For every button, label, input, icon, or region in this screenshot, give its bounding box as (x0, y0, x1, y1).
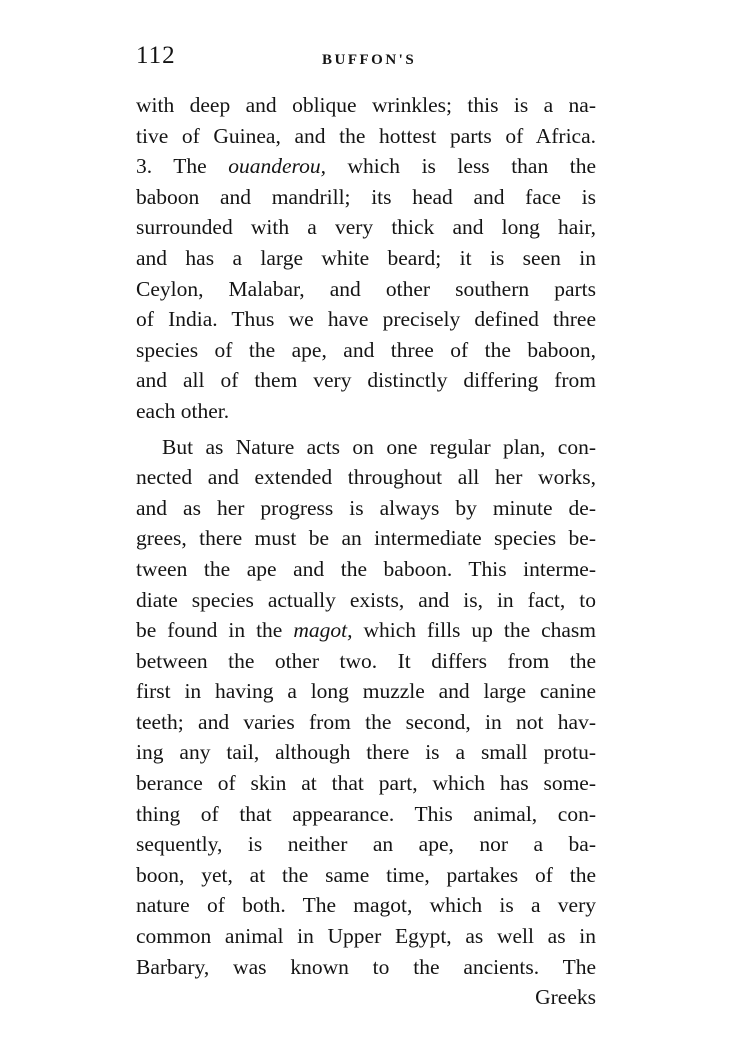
text-line: teeth; and varies from the second, in not hav- (136, 709, 596, 734)
text-line: of India. Thus we have precisely defined three (136, 307, 596, 332)
text-line: first in having a long muzzle and large canine (136, 679, 596, 704)
page-number: 112 (136, 42, 176, 69)
text-fragment: be found in the (136, 618, 283, 643)
text-line: between the other two. It differs from the (136, 648, 596, 673)
text-line: Ceylon, Malabar, and other southern parts (136, 276, 596, 301)
text-line: boon, yet, at the same time, partakes of the (136, 862, 596, 887)
text-line: Barbary, was known to the ancients. The (136, 954, 596, 979)
text-line: and has a large white beard; it is seen in (136, 245, 596, 270)
text-line: But as Nature acts on one regular plan, con- (162, 434, 596, 459)
text-line: common animal in Upper Egypt, as well as in (136, 924, 596, 949)
text-line: and as her progress is always by minute de- (136, 495, 596, 520)
text-fragment: 3. The (136, 154, 207, 179)
text-line: berance of skin at that part, which has some- (136, 771, 596, 796)
running-title: BUFFON'S (322, 52, 417, 68)
text-line: thing of that appearance. This animal, con- (136, 801, 596, 826)
text-line (136, 151, 596, 182)
text-line: surrounded with a very thick and long hair, (136, 215, 596, 240)
text-fragment: which fills up the chasm (363, 618, 597, 643)
text-line (136, 615, 596, 646)
running-head (132, 38, 598, 78)
text-line: and all of them very distinctly differing from (136, 368, 596, 393)
text-line: nature of both. The magot, which is a very (136, 893, 596, 918)
text-line: nected and extended throughout all her works, (136, 465, 596, 490)
text-line: sequently, is neither an ape, nor a ba- (136, 832, 596, 857)
catchword: Greeks (535, 985, 596, 1010)
paragraph-1 (136, 90, 596, 427)
paragraph-2 (136, 432, 596, 983)
text-line: tween the ape and the baboon. This interme- (136, 556, 596, 581)
body-text (136, 90, 596, 1013)
text-line: each other. (136, 398, 230, 423)
text-line: diate species actually exists, and is, in fact, to (136, 587, 596, 612)
text-line: baboon and mandrill; its head and face is (136, 184, 596, 209)
italic-term: ouanderou, (228, 154, 326, 179)
text-line: with deep and oblique wrinkles; this is a na- (136, 93, 596, 117)
text-line: tive of Guinea, and the hottest parts of Africa. (136, 123, 596, 148)
italic-term: magot, (293, 618, 353, 643)
text-line: species of the ape, and three of the baboon, (136, 337, 596, 362)
text-fragment: which is less than the (347, 154, 597, 179)
text-line: ing any tail, although there is a small protu- (136, 740, 596, 765)
text-line: grees, there must be an intermediate species be- (136, 526, 596, 551)
